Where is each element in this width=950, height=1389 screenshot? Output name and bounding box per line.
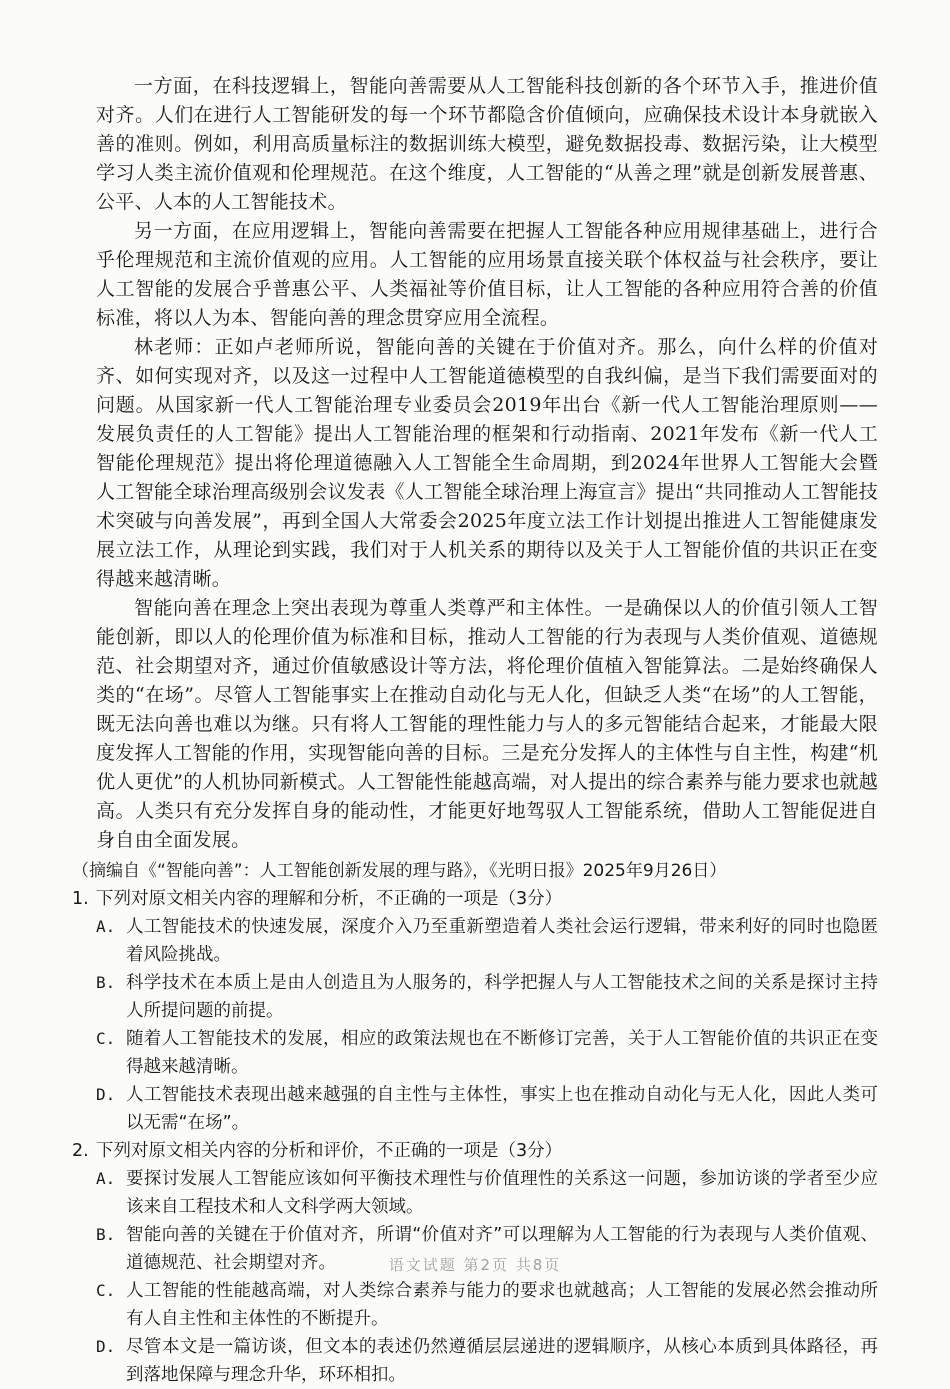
- question-number: 2.: [72, 1141, 89, 1161]
- article-paragraph-3: 林老师：正如卢老师所说，智能向善的关键在于价值对齐。那么，向什么样的价值对齐、如何实现对齐，以及这一过程中人工智能道德模型的自我纠偏，是当下我们需要面对的问题。从国家新一代人工智能治理专业委员会2019年出台《新一代人工智能治理原则——发展负责任的人工智能》提出人工智能治理的框架和行动指南、2021年发布《新一代人工智能伦理规范》提出将伦理道德融入人工智能全生命周期，到2024年世界人工智能大会暨人工智能全球治理高级别会议发表《人工智能全球治理上海宣言》提出“共同推动人工智能技术突破与向善发展”，再到全国人大常委会2025年度立法工作计划提出推进人工智能健康发展立法工作，从理论到实践，我们对于人机关系的期待以及关于人工智能价值的共识正在变得越来越清晰。: [96, 336, 879, 590]
- option-text: 人工智能技术的快速发展，深度介入乃至重新塑造着人类社会运行逻辑，带来利好的同时也隐匿着风险挑战。: [126, 917, 878, 965]
- question-1: [72, 885, 878, 1137]
- option-c: [96, 1277, 878, 1333]
- question-text: 下列对原文相关内容的理解和分析，不正确的一项是（3分）: [96, 889, 563, 909]
- option-text: 智能向善的关键在于价值对齐，所谓“价值对齐”可以理解为人工智能的行为表现与人类价值观、道德规范、社会期望对齐。: [126, 1225, 878, 1273]
- option-d: [96, 1333, 878, 1389]
- question-number: 1.: [72, 889, 89, 909]
- option-text: 人工智能技术表现出越来越强的自主性与主体性，事实上也在推动自动化与无人化，因此人类可以无需“在场”。: [126, 1085, 878, 1133]
- option-c: [96, 1025, 878, 1081]
- question-stem: [72, 1137, 878, 1165]
- article-paragraph-4: 智能向善在理念上突出表现为尊重人类尊严和主体性。一是确保以人的价值引领人工智能创新，即以人的伦理价值为标准和目标，推动人工智能的行为表现与人类价值观、道德规范、社会期望对齐，通过价值敏感设计等方法，将伦理价值植入智能算法。二是始终确保人类的“在场”。尽管人工智能事实上在推动自动化与无人化，但缺乏人类“在场”的人工智能，既无法向善也难以为继。只有将人工智能的理性能力与人的多元智能结合起来，才能最大限度发挥人工智能的作用，实现智能向善的目标。三是充分发挥人的主体性与自主性，构建“机优人更优”的人机协同新模式。人工智能性能越高端，对人提出的综合素养与能力要求也就越高。人类只有充分发挥自身的能动性，才能更好地驾驭人工智能系统，借助人工智能促进自身自由全面发展。: [96, 597, 879, 851]
- question-text: 下列对原文相关内容的分析和评价，不正确的一项是（3分）: [96, 1141, 563, 1161]
- option-letter: C.: [96, 1281, 116, 1300]
- option-letter: A.: [96, 917, 116, 936]
- option-text: 要探讨发展人工智能应该如何平衡技术理性与价值理性的关系这一问题，参加访谈的学者至少应该来自工程技术和人文科学两大领域。: [126, 1169, 878, 1217]
- article-paragraph-2: 另一方面，在应用逻辑上，智能向善需要在把握人工智能各种应用规律基础上，进行合乎伦理规范和主流价值观的应用。人工智能的应用场景直接关联个体权益与社会秩序，要让人工智能的发展合乎普惠公平、人类福祉等价值目标，让人工智能的各种应用符合善的价值标准，将以人为本、智能向善的理念贯穿应用全流程。: [96, 220, 878, 329]
- option-a: [96, 1165, 878, 1221]
- option-letter: D.: [96, 1085, 116, 1104]
- option-a: [96, 913, 878, 969]
- article-source: （摘编自《“智能向善”：人工智能创新发展的理与路》，《光明日报》2025年9月26日）: [72, 861, 727, 881]
- option-text: 科学技术在本质上是由人创造且为人服务的，科学把握人与人工智能技术之间的关系是探讨主持人所提问题的前提。: [126, 973, 878, 1021]
- question-stem: [72, 885, 878, 913]
- option-letter: B.: [96, 1225, 116, 1244]
- option-b: [96, 969, 878, 1025]
- option-text: 尽管本文是一篇访谈，但文本的表述仍然遵循层层递进的逻辑顺序，从核心本质到具体路径，再到落地保障与理念升华，环环相扣。: [126, 1337, 878, 1385]
- article-paragraph-1: 一方面，在科技逻辑上，智能向善需要从人工智能科技创新的各个环节入手，推进价值对齐。人们在进行人工智能研发的每一个环节都隐含价值倾向，应确保技术设计本身就嵌入善的准则。例如，利用高质量标注的数据训练大模型，避免数据投毒、数据污染，让大模型学习人类主流价值观和伦理规范。在这个维度，人工智能的“从善之理”就是创新发展普惠、公平、人本的人工智能技术。: [96, 75, 878, 213]
- option-letter: B.: [96, 973, 116, 992]
- page-footer: 语文试题 第2页 共8页: [388, 1256, 562, 1274]
- option-text: 随着人工智能技术的发展，相应的政策法规也在不断修订完善，关于人工智能价值的共识正在变得越来越清晰。: [126, 1029, 878, 1077]
- option-text: 人工智能的性能越高端，对人类综合素养与能力的要求也就越高；人工智能的发展必然会推动所有人自主性和主体性的不断提升。: [126, 1281, 878, 1329]
- option-letter: A.: [96, 1169, 116, 1188]
- option-d: [96, 1081, 878, 1137]
- option-letter: D.: [96, 1337, 116, 1356]
- option-letter: C.: [96, 1029, 116, 1048]
